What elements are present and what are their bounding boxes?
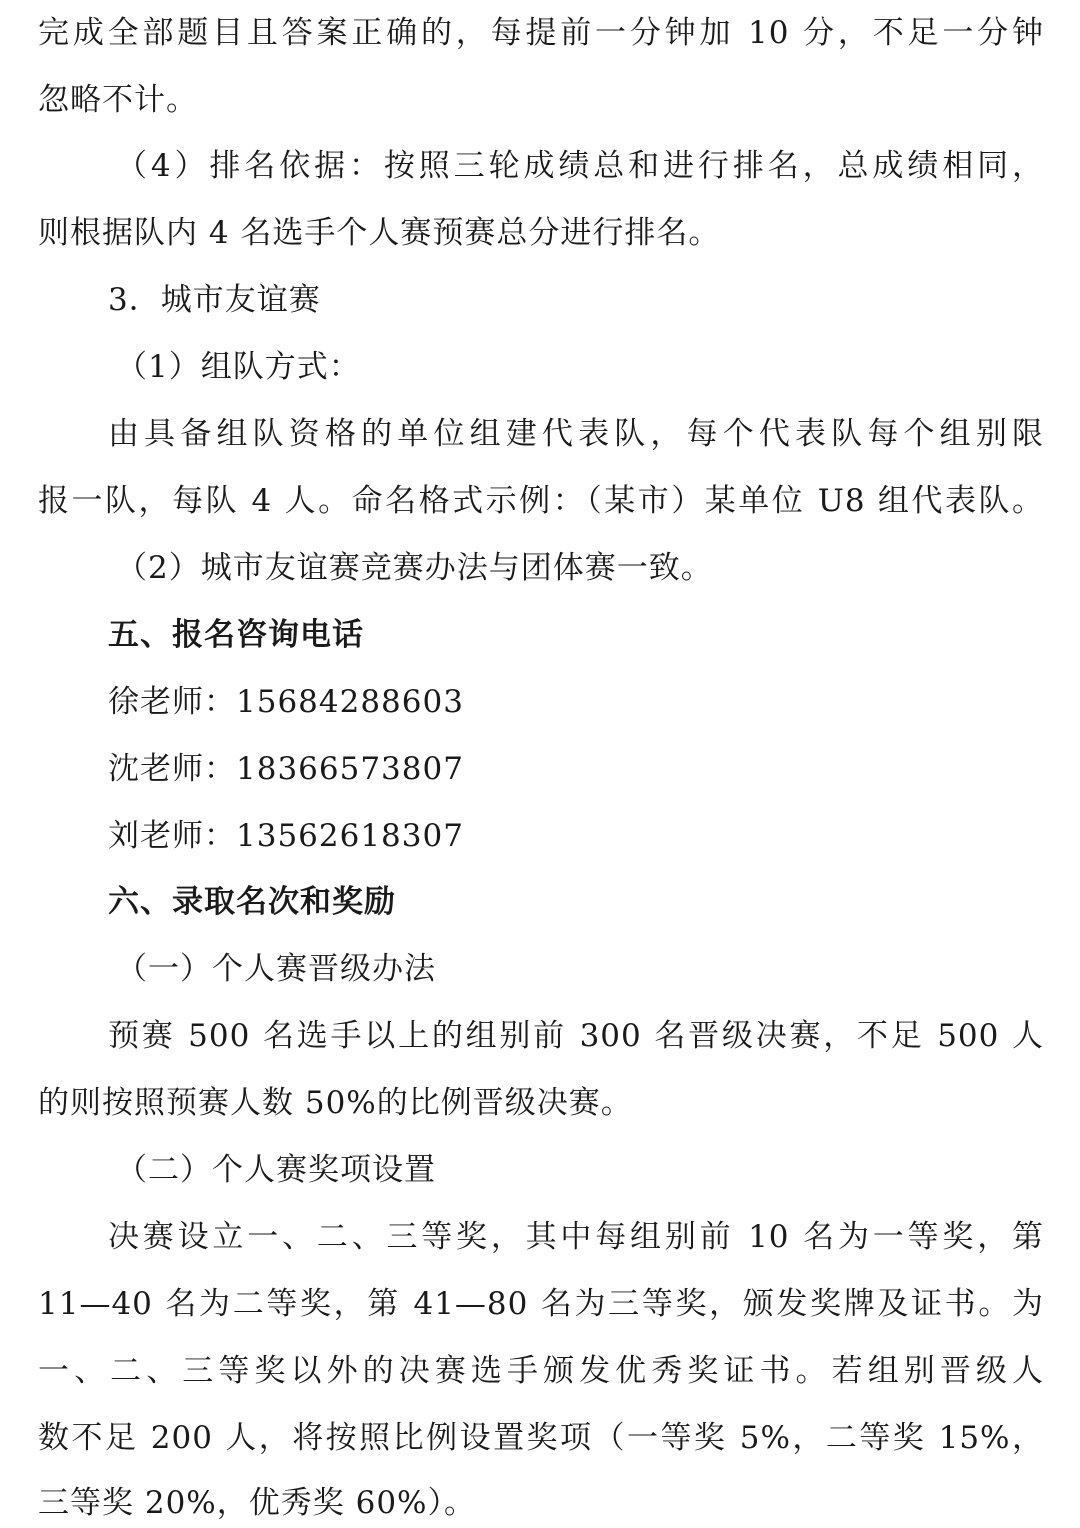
section-subheading: 3．城市友谊赛 — [108, 282, 321, 318]
contact-line: 刘老师：13562618307 — [108, 818, 464, 854]
section-heading: 五、报名咨询电话 — [108, 617, 364, 653]
paragraph-line: 的则按照预赛人数 50%的比例晋级决赛。 — [38, 1085, 633, 1121]
paragraph-line: 预赛 500 名选手以上的组别前 300 名晋级决赛，不足 500 人 — [108, 1018, 1044, 1054]
paragraph-line: （4）排名依据：按照三轮成绩总和进行排名，总成绩相同， — [116, 148, 1044, 184]
paragraph-line: 由具备组队资格的单位组建代表队，每个代表队每个组别限 — [108, 416, 1044, 452]
contact-line: 沈老师：18366573807 — [108, 751, 464, 787]
paragraph-line: 数不足 200 人，将按照比例设置奖项（一等奖 5%，二等奖 15%， — [38, 1420, 1044, 1456]
paragraph-line: 完成全部题目且答案正确的，每提前一分钟加 10 分，不足一分钟 — [38, 15, 1044, 51]
section-heading: 六、录取名次和奖励 — [108, 884, 396, 920]
section-subheading: （二）个人赛奖项设置 — [116, 1152, 436, 1188]
paragraph-line: （1）组队方式： — [116, 349, 361, 385]
contact-line: 徐老师：15684288603 — [108, 684, 464, 720]
paragraph-line: （2）城市友谊赛竞赛办法与团体赛一致。 — [116, 550, 713, 586]
paragraph-line: 一、二、三等奖以外的决赛选手颁发优秀奖证书。若组别晋级人 — [38, 1353, 1044, 1389]
section-subheading: （一）个人赛晋级办法 — [116, 951, 436, 987]
paragraph-line: 11—40 名为二等奖，第 41—80 名为三等奖，颁发奖牌及证书。为 — [38, 1286, 1044, 1322]
paragraph-line: 决赛设立一、二、三等奖，其中每组别前 10 名为一等奖，第 — [108, 1219, 1044, 1255]
paragraph-line: 忽略不计。 — [38, 82, 198, 118]
paragraph-line: 三等奖 20%，优秀奖 60%）。 — [38, 1485, 477, 1521]
paragraph-line: 则根据队内 4 名选手个人赛预赛总分进行排名。 — [38, 215, 721, 251]
paragraph-line: 报一队，每队 4 人。命名格式示例：（某市）某单位 U8 组代表队。 — [38, 483, 1044, 519]
